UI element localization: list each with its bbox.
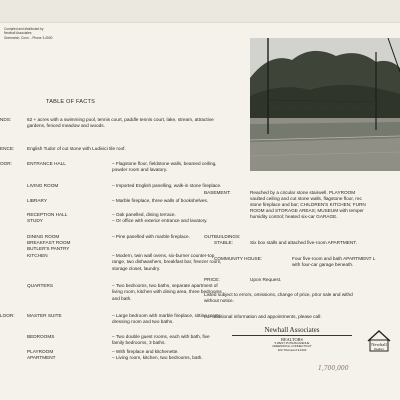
second-floor-label: LOOR: [0,313,15,318]
basement-line: stone fireplace and bar; CHILDREN'S KITCHEN; FURN [250,202,366,207]
room-name: BREAKFAST ROOM [27,240,71,245]
terms-line: Listed subject to errors, omissions, change of price, prior sale and withd [204,292,353,297]
residence-label: ENCE: [0,146,15,151]
first-floor-label: OOR: [0,161,12,166]
firm-address-2: GREENWICH, CONNECTICUT [272,344,312,349]
grounds-label: NDS: [0,117,12,122]
room-desc: – Large bedroom with marble fireplace, sitting room, dressing room and two baths. [112,313,221,325]
room-name: RECEPTION HALL [27,212,68,217]
grounds-text: 62 + acres with a swimming pool, tennis court, paddle tennis court, lake, stream, attractive gardens, fenced meadow and woods. [27,117,214,129]
price-label: PRICE: [204,277,220,282]
room-desc: – Two double guest rooms, each with bath, five family bedrooms, 3 baths. [112,334,210,346]
residence-text: English Tudor of cut stone with Ludivici tile roof. [27,146,126,151]
basement-line: vaulted ceiling and cut stone walls, flagstone floor, rec [250,196,362,201]
community-line: Four five-room and bath APARTMENT L [292,256,376,261]
room-name: DINING ROOM [27,234,60,239]
top-margin [0,0,400,23]
pencil-annotation: 1,700,000 [318,365,349,372]
logo-subword: Realtors [374,348,384,351]
room-desc: – With fireplace and kitchenette. [112,349,179,354]
community-label: COMMUNITY HOUSE: [214,256,263,261]
room-desc: – Flagstone floor, fieldstone walls, beamed ceiling, powder room and lavatory. [112,161,217,173]
outbuildings-label: OUTBUILDINGS: [204,234,241,239]
room-desc: – Marble fireplace, three walls of bookshelves. [112,198,209,203]
room-name: KITCHEN [27,253,48,258]
firm-role: REALTORS [281,337,303,342]
price-text: Upon Request. [250,277,282,282]
compiler-credit: Compiled and distributed by Newhall Associates Greenwich, Conn. - Phone 3-4500 [4,27,53,40]
stable-label: STABLE: [214,240,233,245]
firm-name: Newhall Associates [232,326,352,336]
room-name: BEDROOMS [27,334,55,339]
realtor-block [232,326,352,352]
firm-phone: 203-TOwnsend 9-6100 [277,347,307,352]
room-name: BUTLER'S PANTRY [27,246,70,251]
basement-line: humidity control; heated six-car GARAGE. [250,214,338,219]
room-name: APARTMENT [27,355,56,360]
room-name: LIVING ROOM [27,183,59,188]
room-name: QUARTERS [27,283,53,288]
room-name: PLAYROOM [27,349,54,354]
room-name: MASTER SUITE [27,313,62,318]
info-line: For additional information and appointments, please call: [204,314,322,319]
room-name: ENTRANCE HALL [27,161,66,166]
room-desc: – Pine panelled with marble fireplace. [112,234,190,239]
community-line: with four-car garage beneath. [292,262,354,267]
room-name: STUDY [27,218,43,223]
terms-line: without notice. [204,298,234,303]
basement-line: Reached by a circular stone stairwell. PLAYROOM [250,190,356,195]
basement-label: BASEMENT: [204,190,231,195]
property-photo [250,38,400,171]
room-desc: – Or office with exterior entrance and lavatory. [112,218,208,223]
logo-word: Newhall [371,342,387,347]
room-desc: – Imported English panelling, walk-in stone fireplace. [112,183,222,188]
stable-text: Six box stalls and attached five-room APARTMENT. [250,240,357,245]
realtor-logo [365,326,393,354]
room-name: LIBRARY [27,198,47,203]
page-title: TABLE OF FACTS [46,99,96,105]
room-desc: – Living room, kitchen, two bedrooms, bath. [112,355,203,360]
room-desc: – Modern, twin wall ovens, six-burner counter-top range, two dishwashers, breakfast bar, freezer room, storage closet, laundry. [112,253,222,271]
room-desc: – Two bedrooms, two baths, separate apartment of living room, kitchen with dining area, three bedrooms and bath. [112,283,222,301]
room-desc: – Oak panelled, dining terrace. [112,212,176,217]
firm-address-1: 5 WEST PUTNAM AVENUE [274,341,310,345]
basement-line: ROOM and STORAGE AREAS; MUSEUM with temper [250,208,364,213]
